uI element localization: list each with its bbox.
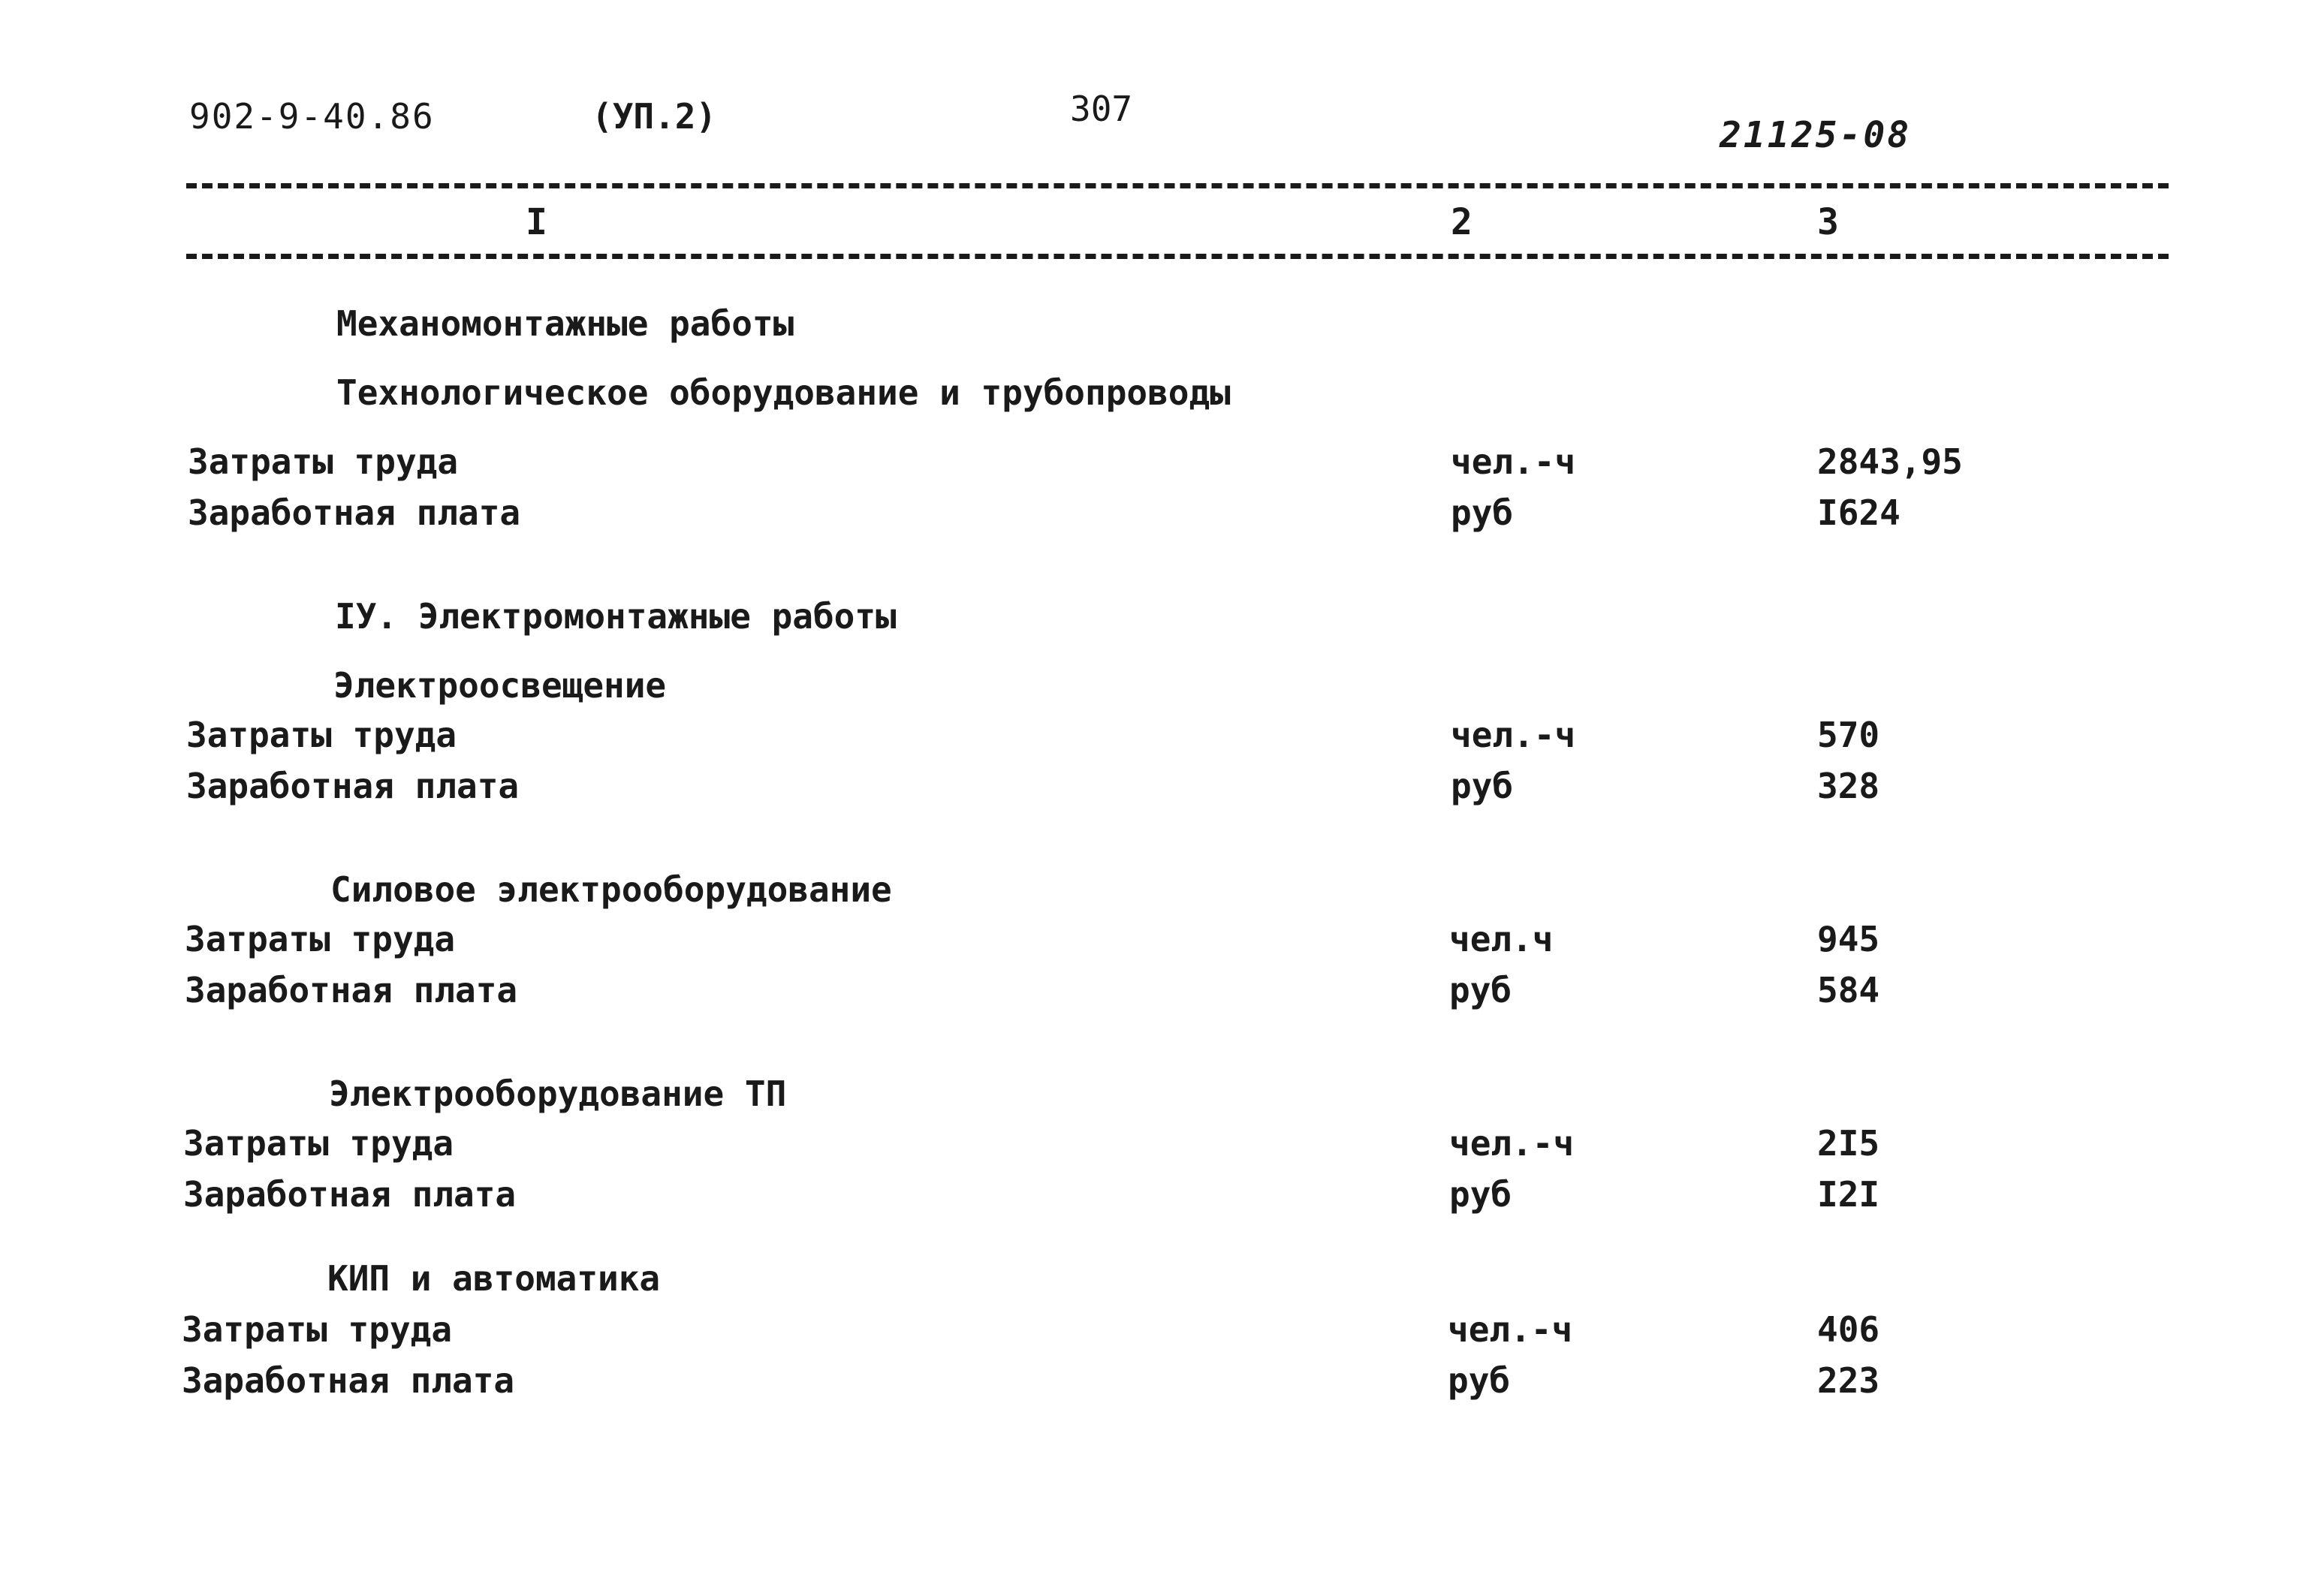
row-label: Заработная плата [182, 1360, 515, 1401]
row-value: 328 [1817, 766, 1880, 806]
row-label: Заработная плата [186, 766, 520, 806]
row-unit: чел.-ч [1451, 441, 1576, 482]
row-label: Затраты труда [182, 1309, 453, 1350]
row-unit: руб [1451, 766, 1514, 806]
header-divider-bottom [186, 254, 2169, 259]
row-label: Затраты труда [185, 919, 456, 959]
section-title-mechanical: Механомонтажные работы [336, 303, 794, 344]
row-unit: чел.-ч [1449, 1123, 1575, 1164]
row-value: I624 [1817, 492, 1901, 533]
document-code: 902-9-40.86 [189, 96, 435, 137]
row-unit: чел.ч [1449, 919, 1554, 959]
row-value: 406 [1817, 1309, 1880, 1350]
column-header-1: I [526, 201, 547, 243]
row-value: 570 [1817, 715, 1880, 755]
subsection-title-substation: Электрооборудование ТП [329, 1074, 787, 1114]
subsection-title-equipment: Технологическое оборудование и трубопроводы [336, 372, 1231, 413]
row-unit: руб [1451, 492, 1514, 533]
row-value: I2I [1817, 1174, 1880, 1215]
handwritten-doc-number: 21125-08 [1720, 114, 1912, 156]
row-unit: руб [1449, 1174, 1512, 1215]
column-header-3: 3 [1817, 201, 1839, 243]
section-title-electrical: IУ. Электромонтажные работы [335, 596, 897, 637]
row-label: Заработная плата [188, 492, 521, 533]
page-number: 307 [1070, 89, 1133, 129]
row-unit: руб [1448, 1360, 1511, 1401]
row-value: 2I5 [1817, 1123, 1880, 1164]
row-label: Затраты труда [188, 441, 459, 482]
header-divider-top [186, 183, 2169, 188]
row-label: Заработная плата [185, 970, 518, 1010]
row-label: Затраты труда [186, 715, 457, 755]
row-value: 945 [1817, 919, 1880, 959]
row-label: Заработная плата [183, 1174, 517, 1215]
document-ref: (УП.2) [592, 96, 717, 137]
row-unit: чел.-ч [1448, 1309, 1573, 1350]
subsection-title-lighting: Электроосвещение [333, 665, 667, 706]
subsection-title-power: Силовое электрооборудование [330, 869, 892, 910]
row-unit: чел.-ч [1451, 715, 1576, 755]
column-header-2: 2 [1451, 201, 1473, 243]
row-value: 2843,95 [1817, 441, 1963, 482]
subsection-title-instrumentation: КИП и автоматика [327, 1258, 661, 1299]
row-unit: руб [1449, 970, 1512, 1010]
row-label: Затраты труда [183, 1123, 454, 1164]
row-value: 584 [1817, 970, 1880, 1010]
row-value: 223 [1817, 1360, 1880, 1401]
